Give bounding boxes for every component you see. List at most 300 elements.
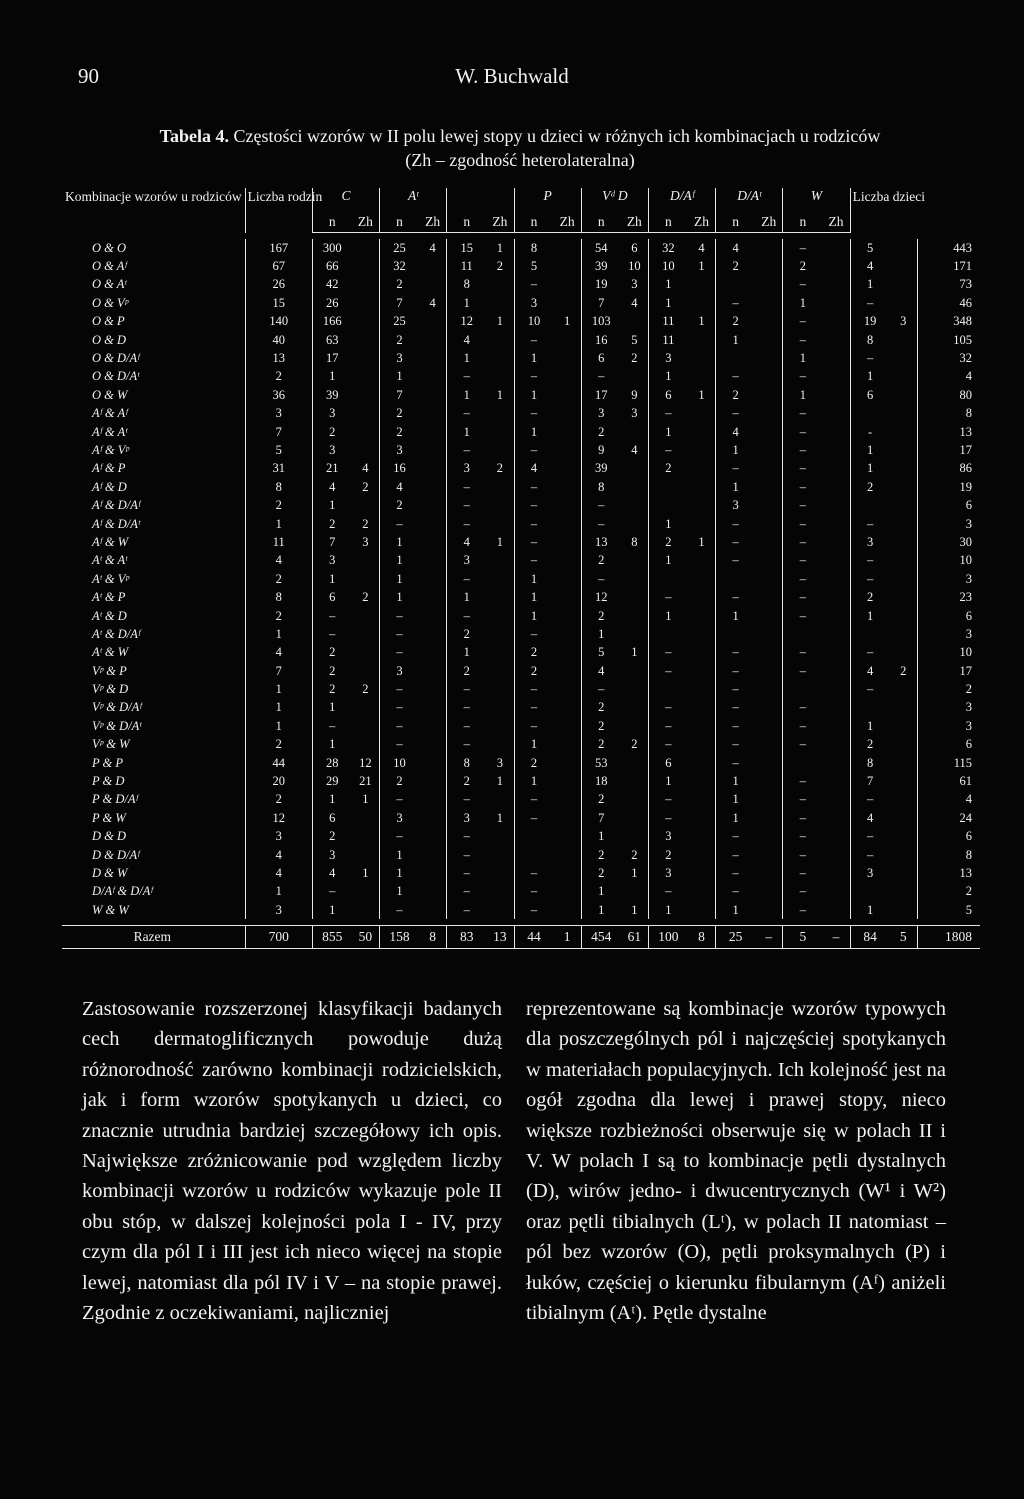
cell: – bbox=[716, 644, 755, 662]
cell bbox=[352, 294, 380, 312]
cell bbox=[822, 478, 850, 496]
cell bbox=[419, 478, 447, 496]
cell bbox=[352, 257, 380, 275]
cell bbox=[553, 846, 581, 864]
cell bbox=[553, 386, 581, 404]
cell: 2 bbox=[362, 590, 369, 605]
cell bbox=[688, 496, 716, 514]
cell bbox=[553, 883, 581, 901]
cell: 8 bbox=[850, 331, 889, 349]
table-row bbox=[62, 644, 980, 662]
cell: 4 bbox=[245, 846, 312, 864]
cell: 1 bbox=[514, 588, 553, 606]
cell bbox=[755, 478, 783, 496]
cell bbox=[553, 515, 581, 533]
cell: – bbox=[783, 901, 822, 919]
cell: – bbox=[783, 239, 822, 257]
group-header: Aᵗ bbox=[380, 188, 447, 206]
cell: 1 bbox=[783, 294, 822, 312]
cell bbox=[850, 496, 889, 514]
cell: – bbox=[783, 662, 822, 680]
cell: – bbox=[447, 496, 486, 514]
cell bbox=[822, 754, 850, 772]
cell: 1 bbox=[850, 717, 889, 735]
cell bbox=[755, 772, 783, 790]
cell bbox=[352, 607, 380, 625]
cell bbox=[755, 460, 783, 478]
cell: – bbox=[716, 680, 755, 698]
cell bbox=[486, 846, 514, 864]
cell: 10 bbox=[628, 259, 641, 274]
cell bbox=[419, 736, 447, 754]
cell: 2 bbox=[362, 682, 369, 697]
cell: 1 bbox=[380, 846, 419, 864]
cell: 3 bbox=[447, 552, 486, 570]
cell bbox=[755, 570, 783, 588]
cell: 2 bbox=[380, 496, 419, 514]
caption-text: Częstości wzorów w II polu lewej stopy u dzieci w różnych ich kombinacjach u rodziców bbox=[233, 126, 881, 146]
cell bbox=[648, 680, 687, 698]
cell: 39 bbox=[312, 386, 351, 404]
cell bbox=[822, 662, 850, 680]
cell bbox=[621, 368, 649, 386]
cell: 3 bbox=[312, 405, 351, 423]
cell: 17 bbox=[917, 662, 980, 680]
cell bbox=[621, 423, 649, 441]
cell: 1 bbox=[447, 588, 486, 606]
cell bbox=[716, 625, 755, 643]
cell: 1 bbox=[245, 680, 312, 698]
cell: 2 bbox=[245, 736, 312, 754]
cell: 44 bbox=[514, 926, 553, 949]
cell: 10 bbox=[380, 754, 419, 772]
cell: 105 bbox=[917, 331, 980, 349]
cell: – bbox=[312, 607, 351, 625]
cell: 7 bbox=[312, 533, 351, 551]
cell: 36 bbox=[245, 386, 312, 404]
cell bbox=[822, 294, 850, 312]
cell bbox=[486, 588, 514, 606]
table-row bbox=[62, 699, 980, 717]
cell: 3 bbox=[716, 496, 755, 514]
cell: 2 bbox=[380, 276, 419, 294]
cell bbox=[688, 423, 716, 441]
cell: 1 bbox=[496, 534, 503, 549]
cell: 32 bbox=[380, 257, 419, 275]
cell bbox=[890, 239, 918, 257]
cell: 3 bbox=[631, 406, 638, 421]
cell: 700 bbox=[245, 926, 312, 949]
cell: 2 bbox=[850, 588, 889, 606]
cell bbox=[890, 423, 918, 441]
row-label: O & D/Aᵗ bbox=[92, 369, 140, 384]
cell: 2 bbox=[380, 405, 419, 423]
cell bbox=[822, 736, 850, 754]
cell: 4 bbox=[514, 460, 553, 478]
cell: 26 bbox=[312, 294, 351, 312]
cell: – bbox=[783, 313, 822, 331]
cell bbox=[553, 736, 581, 754]
subheader-zh: Zh bbox=[419, 206, 447, 233]
cell: 2 bbox=[496, 461, 503, 476]
cell: 2 bbox=[312, 644, 351, 662]
cell: – bbox=[648, 791, 687, 809]
table-row bbox=[62, 625, 980, 643]
cell: 103 bbox=[581, 313, 620, 331]
cell: 2 bbox=[245, 496, 312, 514]
cell: 855 bbox=[312, 926, 351, 949]
cell bbox=[553, 239, 581, 257]
row-label: Aᶠ & P bbox=[92, 461, 126, 476]
cell bbox=[822, 331, 850, 349]
cell: 2 bbox=[716, 257, 755, 275]
cell bbox=[621, 460, 649, 478]
page-number: 90 bbox=[78, 64, 99, 88]
cell bbox=[419, 607, 447, 625]
cell: 46 bbox=[917, 294, 980, 312]
cell: 1 bbox=[783, 386, 822, 404]
cell: 300 bbox=[312, 239, 351, 257]
cell: – bbox=[514, 405, 553, 423]
cell: 1 bbox=[648, 607, 687, 625]
cell: 2 bbox=[716, 313, 755, 331]
cell: 5 bbox=[514, 257, 553, 275]
cell bbox=[553, 772, 581, 790]
cell: 4 bbox=[312, 864, 351, 882]
cell: 4 bbox=[850, 809, 889, 827]
cell bbox=[890, 533, 918, 551]
cell bbox=[621, 588, 649, 606]
cell bbox=[890, 478, 918, 496]
cell: 3 bbox=[380, 809, 419, 827]
cell: 4 bbox=[716, 423, 755, 441]
cell: 8 bbox=[447, 754, 486, 772]
cell: 11 bbox=[648, 331, 687, 349]
cell: – bbox=[447, 607, 486, 625]
table-row bbox=[62, 607, 980, 625]
cell bbox=[419, 680, 447, 698]
cell: 4 bbox=[917, 368, 980, 386]
cell: – bbox=[380, 644, 419, 662]
cell: 1808 bbox=[917, 926, 980, 949]
cell: – bbox=[581, 680, 620, 698]
cell bbox=[822, 644, 850, 662]
cell bbox=[783, 754, 822, 772]
cell bbox=[419, 496, 447, 514]
cell: – bbox=[783, 552, 822, 570]
cell bbox=[755, 533, 783, 551]
cell: 1 bbox=[631, 865, 638, 880]
col-rodzin-header: Liczba rodzin bbox=[245, 188, 312, 233]
cell: 1 bbox=[716, 441, 755, 459]
cell bbox=[352, 405, 380, 423]
cell: – bbox=[783, 515, 822, 533]
cell: 1 bbox=[716, 331, 755, 349]
cell: 2 bbox=[917, 883, 980, 901]
cell: 17 bbox=[581, 386, 620, 404]
cell: 3 bbox=[917, 570, 980, 588]
cell: 1 bbox=[380, 552, 419, 570]
cell: – bbox=[447, 441, 486, 459]
cell bbox=[553, 349, 581, 367]
cell bbox=[486, 607, 514, 625]
cell: - bbox=[850, 423, 889, 441]
subheader-n: n bbox=[716, 206, 755, 233]
row-label: O & P bbox=[92, 314, 125, 329]
cell: 1 bbox=[496, 774, 503, 789]
cell: 1 bbox=[245, 625, 312, 643]
group-header: Vᵈ D bbox=[581, 188, 648, 206]
cell bbox=[688, 349, 716, 367]
cell bbox=[755, 294, 783, 312]
row-label: Aᵗ & Aᵗ bbox=[92, 553, 128, 568]
cell: – bbox=[648, 441, 687, 459]
cell bbox=[486, 405, 514, 423]
cell: 11 bbox=[648, 313, 687, 331]
cell: 2 bbox=[648, 846, 687, 864]
subheader-n: n bbox=[447, 206, 486, 233]
cell bbox=[822, 588, 850, 606]
cell: – bbox=[783, 772, 822, 790]
cell: 1 bbox=[514, 607, 553, 625]
cell bbox=[621, 699, 649, 717]
cell: 2 bbox=[447, 772, 486, 790]
cell bbox=[419, 791, 447, 809]
row-label: Razem bbox=[62, 926, 245, 949]
cell: 2 bbox=[917, 680, 980, 698]
cell: 21 bbox=[312, 460, 351, 478]
cell: 171 bbox=[917, 257, 980, 275]
cell: 1 bbox=[514, 349, 553, 367]
cell: 63 bbox=[312, 331, 351, 349]
row-label: Vᵖ & D/Aᵗ bbox=[92, 718, 142, 733]
cell: – bbox=[716, 828, 755, 846]
cell: 4 bbox=[312, 478, 351, 496]
group-header: D/Aᶠ bbox=[648, 188, 715, 206]
cell: 1 bbox=[447, 644, 486, 662]
cell: 1 bbox=[496, 240, 503, 255]
frequency-table bbox=[62, 188, 980, 949]
cell: 8 bbox=[581, 478, 620, 496]
cell: 1 bbox=[698, 534, 705, 549]
cell: 443 bbox=[917, 239, 980, 257]
cell: 1 bbox=[496, 314, 503, 329]
cell bbox=[486, 901, 514, 919]
cell: 3 bbox=[245, 901, 312, 919]
cell: 1 bbox=[447, 423, 486, 441]
cell: 80 bbox=[917, 386, 980, 404]
cell: 2 bbox=[362, 516, 369, 531]
cell: – bbox=[716, 699, 755, 717]
row-label: Vᵖ & W bbox=[92, 737, 130, 752]
cell: 1 bbox=[850, 607, 889, 625]
cell: 1 bbox=[362, 865, 369, 880]
cell bbox=[783, 625, 822, 643]
cell bbox=[553, 754, 581, 772]
cell: 7 bbox=[581, 809, 620, 827]
subheader-zh: Zh bbox=[688, 206, 716, 233]
cell: – bbox=[447, 864, 486, 882]
cell: 2 bbox=[581, 552, 620, 570]
cell bbox=[688, 754, 716, 772]
row-label: Vᵖ & P bbox=[92, 663, 127, 678]
total-row bbox=[62, 926, 980, 949]
cell bbox=[553, 662, 581, 680]
cell: 1 bbox=[514, 736, 553, 754]
cell bbox=[688, 441, 716, 459]
cell bbox=[419, 405, 447, 423]
subheader-zh: Zh bbox=[621, 206, 649, 233]
row-label: Aᶠ & D bbox=[92, 479, 127, 494]
cell: 7 bbox=[245, 662, 312, 680]
subheader-n: n bbox=[648, 206, 687, 233]
row-label: P & W bbox=[92, 810, 126, 825]
cell: 1 bbox=[496, 810, 503, 825]
cell bbox=[688, 662, 716, 680]
cell bbox=[850, 883, 889, 901]
cell bbox=[755, 386, 783, 404]
cell: 1 bbox=[850, 460, 889, 478]
cell: – bbox=[648, 736, 687, 754]
cell bbox=[822, 625, 850, 643]
row-label: Aᵗ & Vᵖ bbox=[92, 571, 129, 586]
cell bbox=[822, 570, 850, 588]
col-dzieci-header: Liczba dzieci bbox=[850, 188, 889, 233]
cell bbox=[352, 496, 380, 514]
cell: 19 bbox=[850, 313, 889, 331]
cell: 8 bbox=[245, 588, 312, 606]
cell: 3 bbox=[312, 441, 351, 459]
cell bbox=[419, 901, 447, 919]
cell bbox=[890, 294, 918, 312]
cell: 2 bbox=[312, 515, 351, 533]
cell bbox=[486, 699, 514, 717]
table-row bbox=[62, 883, 980, 901]
cell: 1 bbox=[783, 349, 822, 367]
cell: 2 bbox=[312, 662, 351, 680]
table-row bbox=[62, 588, 980, 606]
cell: 4 bbox=[245, 552, 312, 570]
table-row bbox=[62, 368, 980, 386]
cell bbox=[716, 570, 755, 588]
cell bbox=[553, 441, 581, 459]
subheader-n: n bbox=[514, 206, 553, 233]
cell: 25 bbox=[716, 926, 755, 949]
cell bbox=[716, 349, 755, 367]
cell bbox=[755, 901, 783, 919]
cell: 115 bbox=[917, 754, 980, 772]
cell: 3 bbox=[900, 314, 907, 329]
cell: 1 bbox=[380, 570, 419, 588]
table-row bbox=[62, 552, 980, 570]
cell: 1 bbox=[850, 441, 889, 459]
cell bbox=[822, 257, 850, 275]
cell: – bbox=[716, 533, 755, 551]
cell: 11 bbox=[245, 533, 312, 551]
table-row bbox=[62, 496, 980, 514]
cell: 1 bbox=[581, 901, 620, 919]
cell bbox=[755, 717, 783, 735]
cell: 4 bbox=[850, 662, 889, 680]
cell bbox=[419, 460, 447, 478]
cell: 73 bbox=[917, 276, 980, 294]
cell: 5 bbox=[631, 332, 638, 347]
cell: – bbox=[581, 496, 620, 514]
cell: – bbox=[514, 515, 553, 533]
subheader-n: n bbox=[581, 206, 620, 233]
table-row bbox=[62, 257, 980, 275]
row-label: Aᶠ & Vᵖ bbox=[92, 442, 129, 457]
subheader-n: n bbox=[312, 206, 351, 233]
cell: – bbox=[783, 828, 822, 846]
group-header: D/Aᵗ bbox=[716, 188, 783, 206]
subheader-zh: Zh bbox=[352, 206, 380, 233]
table-row bbox=[62, 460, 980, 478]
cell bbox=[688, 405, 716, 423]
cell: 6 bbox=[312, 809, 351, 827]
cell bbox=[352, 883, 380, 901]
cell: – bbox=[716, 717, 755, 735]
cell: 1 bbox=[362, 792, 369, 807]
table-row bbox=[62, 239, 980, 257]
cell: 8 bbox=[850, 754, 889, 772]
cell: 39 bbox=[581, 257, 620, 275]
cell: 1 bbox=[648, 276, 687, 294]
cell: 3 bbox=[648, 864, 687, 882]
cell: 3 bbox=[380, 662, 419, 680]
cell bbox=[890, 644, 918, 662]
cell: 1 bbox=[447, 349, 486, 367]
cell: 1 bbox=[716, 809, 755, 827]
cell bbox=[890, 441, 918, 459]
running-header-author: W. Buchwald bbox=[455, 64, 569, 88]
cell: 4 bbox=[245, 864, 312, 882]
cell bbox=[419, 772, 447, 790]
cell bbox=[755, 257, 783, 275]
cell: 4 bbox=[631, 442, 638, 457]
cell bbox=[419, 662, 447, 680]
cell: 140 bbox=[245, 313, 312, 331]
cell: 1 bbox=[698, 387, 705, 402]
cell: – bbox=[822, 926, 850, 949]
cell bbox=[352, 331, 380, 349]
cell: 3 bbox=[312, 846, 351, 864]
row-label: D & D/Aᶠ bbox=[92, 847, 140, 862]
cell bbox=[688, 625, 716, 643]
cell: – bbox=[447, 515, 486, 533]
cell: – bbox=[514, 368, 553, 386]
cell: – bbox=[716, 754, 755, 772]
cell bbox=[822, 791, 850, 809]
cell: – bbox=[447, 478, 486, 496]
cell: 2 bbox=[362, 479, 369, 494]
cell bbox=[419, 257, 447, 275]
subheader-zh: Zh bbox=[553, 206, 581, 233]
cell: – bbox=[783, 736, 822, 754]
cell: 1 bbox=[648, 515, 687, 533]
cell bbox=[822, 680, 850, 698]
cell: – bbox=[783, 460, 822, 478]
cell bbox=[621, 717, 649, 735]
cell bbox=[890, 828, 918, 846]
cell bbox=[553, 368, 581, 386]
cell: – bbox=[850, 349, 889, 367]
table-row bbox=[62, 294, 980, 312]
cell: 3 bbox=[514, 294, 553, 312]
cell: – bbox=[380, 680, 419, 698]
cell bbox=[822, 607, 850, 625]
cell: 1 bbox=[312, 496, 351, 514]
